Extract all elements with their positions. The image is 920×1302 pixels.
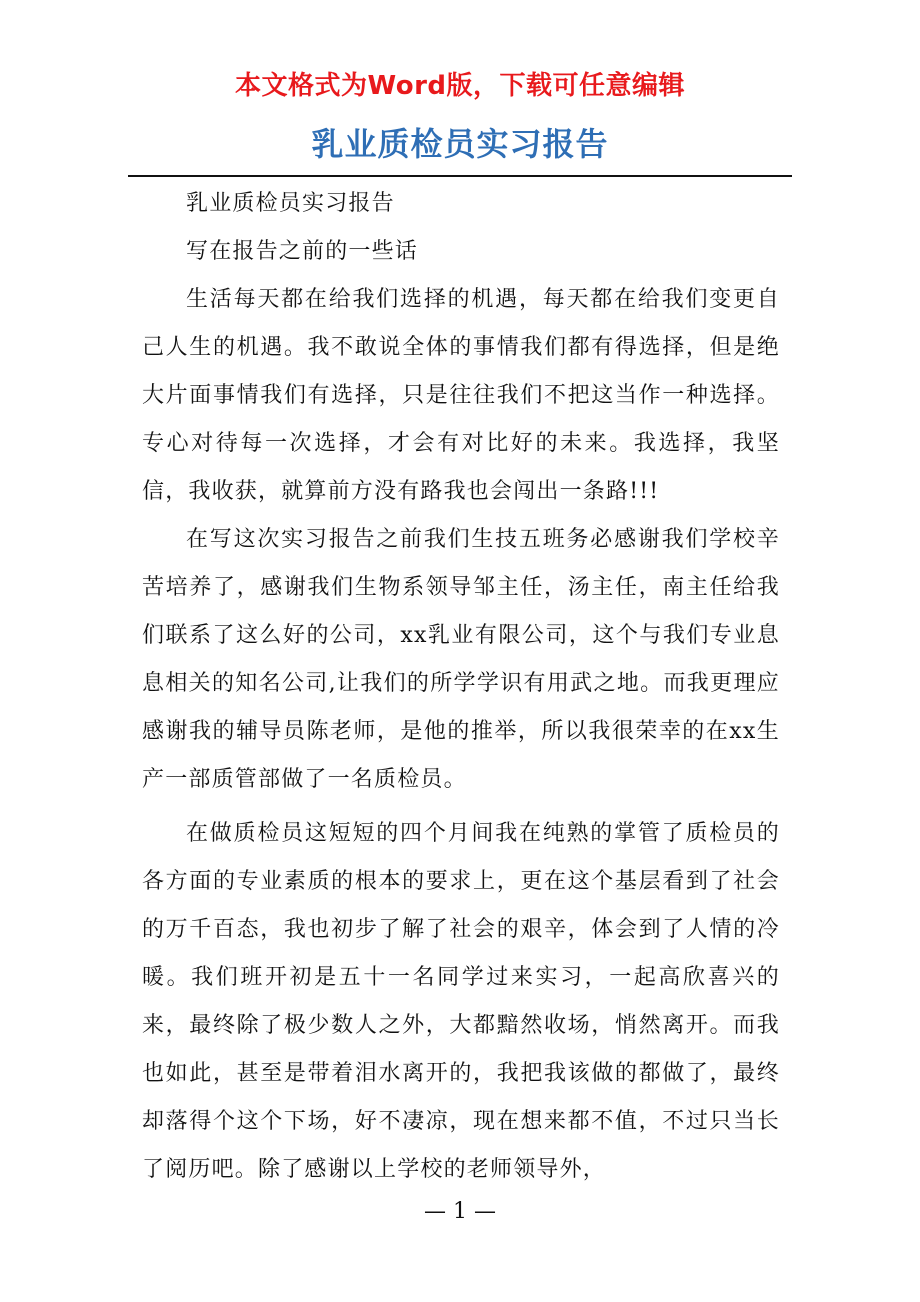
body-paragraph: 在写这次实习报告之前我们生技五班务必感谢我们学校辛苦培养了，感谢我们生物系领导邹主任，汤主任，南主任给我们联系了这么好的公司，xx乳业有限公司，这个与我们专业息息相关的知名公司,让我们的所学学识有用武之地。而我更理应感谢我的辅导员陈老师，是他的推举，所以我很荣幸的在xx生产一部质管部做了一名质检员。	[142, 527, 780, 792]
body-paragraph: 在做质检员这短短的四个月间我在纯熟的掌管了质检员的各方面的专业素质的根本的要求上，更在这个基层看到了社会的万千百态，我也初步了解了社会的艰辛，体会到了人情的冷暖。我们班开初是五十一名同学过来实习，一起高欣喜兴的来，最终除了极少数人之外，大都黯然收场，悄然离开。而我也如此，甚至是带着泪水离开的，我把我该做的都做了，最终却落得个这个下场，好不凄凉，现在想来都不值，不过只当长了阅历吧。除了感谢以上学校的老师领导外，	[142, 821, 780, 1182]
document-body	[142, 180, 780, 1194]
body-subheading: 写在报告之前的一些话	[186, 239, 419, 264]
header-divider	[128, 175, 792, 177]
document-title: 乳业质检员实习报告	[311, 125, 609, 163]
body-paragraph: 生活每天都在给我们选择的机遇，每天都在给我们变更自己人生的机遇。我不敢说全体的事情我们都有得选择，但是绝大片面事情我们有选择，只是往往我们不把这当作一种选择。专心对待每一次选择，才会有对比好的未来。我选择，我坚信，我收获，就算前方没有路我也会闯出一条路!!!	[142, 287, 780, 504]
format-banner: 本文格式为Word版，下载可任意编辑	[234, 71, 686, 101]
body-heading: 乳业质检员实习报告	[186, 191, 395, 216]
page-number: — 1 —	[424, 1199, 496, 1224]
